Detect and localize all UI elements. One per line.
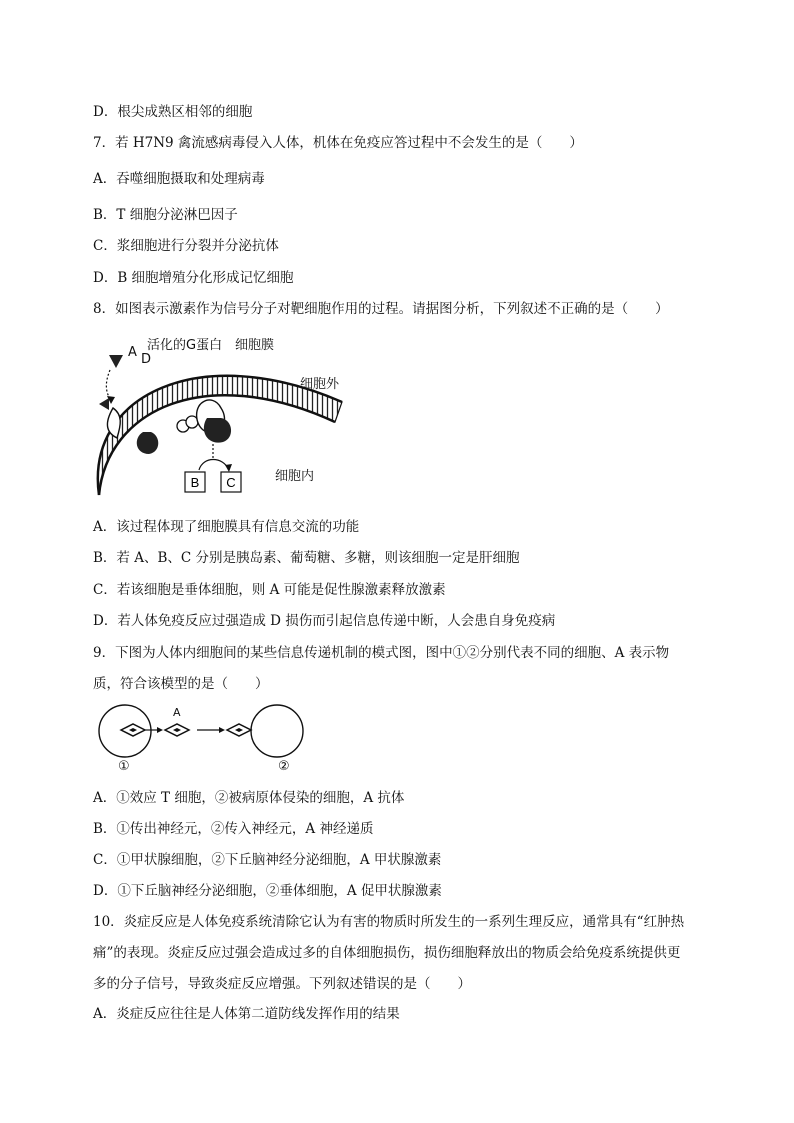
signal-a-at-cell-2 [227,724,251,736]
q8-option-c: C．若该细胞是垂体细胞，则 A 可能是促性腺激素释放激素 [93,582,446,598]
box-b-label: B [190,475,200,490]
figure-hormone-signal [95,330,365,502]
q9-stem-cont: 质，符合该模型的是（ ） [93,676,269,692]
protein-shape [137,432,159,454]
g-protein-shape [204,418,231,443]
label-d: D [141,352,152,367]
figure-cell-signaling [97,704,312,778]
label-cell-1: ① [118,759,130,774]
label-inside-cell: 细胞内 [275,469,315,484]
bound-ligand-shape [99,398,109,410]
q7-option-c: C．浆细胞进行分裂并分泌抗体 [93,238,279,254]
signal-molecule-a-shape [109,355,123,368]
q9-option-b: B．①传出神经元，②传入神经元，A 神经递质 [93,821,374,837]
q10-stem-cont2: 多的分子信号，导致炎症反应增强。下列叙述错误的是（ ） [93,976,471,992]
q10-stem-cont1: 痛”的表现。炎症反应过强会造成过多的自体细胞损伤，损伤细胞释放出的物质会给免疫系统提供更 [93,945,681,961]
q8-option-d: D．若人体免疫反应过强造成 D 损伤而引起信息传递中断，人会患自身免疫病 [93,613,556,629]
label-cell-2: ② [278,759,290,774]
q8-option-a: A．该过程体现了细胞膜具有信息交流的功能 [93,519,360,535]
box-c-label: C [226,475,236,490]
q9-option-a: A．①效应 T 细胞，②被病原体侵染的细胞，A 抗体 [93,790,405,806]
q7-option-d: D．B 细胞增殖分化形成记忆细胞 [93,270,294,286]
q10-stem: 10．炎症反应是人体免疫系统清除它认为有害的物质时所发生的一系列生理反应，通常具有“红肿热 [93,914,685,930]
label-outside-cell: 细胞外 [300,377,340,392]
signal-a-free [165,724,189,736]
q7-option-b: B．T 细胞分泌淋巴因子 [93,207,238,223]
q8-stem: 8．如图表示激素作为信号分子对靶细胞作用的过程。请据图分析，下列叙述不正确的是（ ） [93,301,669,317]
q8-option-b: B．若 A、B、C 分别是胰岛素、葡萄糖、多糖，则该细胞一定是肝细胞 [93,550,520,566]
q9-option-c: C．①甲状腺细胞，②下丘脑神经分泌细胞，A 甲状腺激素 [93,852,442,868]
q9-option-d: D．①下丘脑神经分泌细胞，②垂体细胞，A 促甲状腺激素 [93,883,442,899]
q10-option-a: A．炎症反应往往是人体第二道防线发挥作用的结果 [93,1006,400,1022]
label-activated-g-protein: 活化的G蛋白 [147,338,223,353]
label-signal-a: A [173,706,181,719]
q7-option-a: A．吞噬细胞摄取和处理病毒 [93,171,265,187]
q7-stem: 7．若 H7N9 禽流感病毒侵入人体，机体在免疫应答过程中不会发生的是（ ） [93,135,583,151]
cell-2-shape [251,705,303,757]
q9-stem: 9．下图为人体内细胞间的某些信息传递机制的模式图，图中①②分别代表不同的细胞、A 表示物 [93,645,670,661]
label-cell-membrane: 细胞膜 [235,338,275,353]
q6-option-d: D．根尖成熟区相邻的细胞 [93,104,253,120]
label-a: A [128,345,137,360]
